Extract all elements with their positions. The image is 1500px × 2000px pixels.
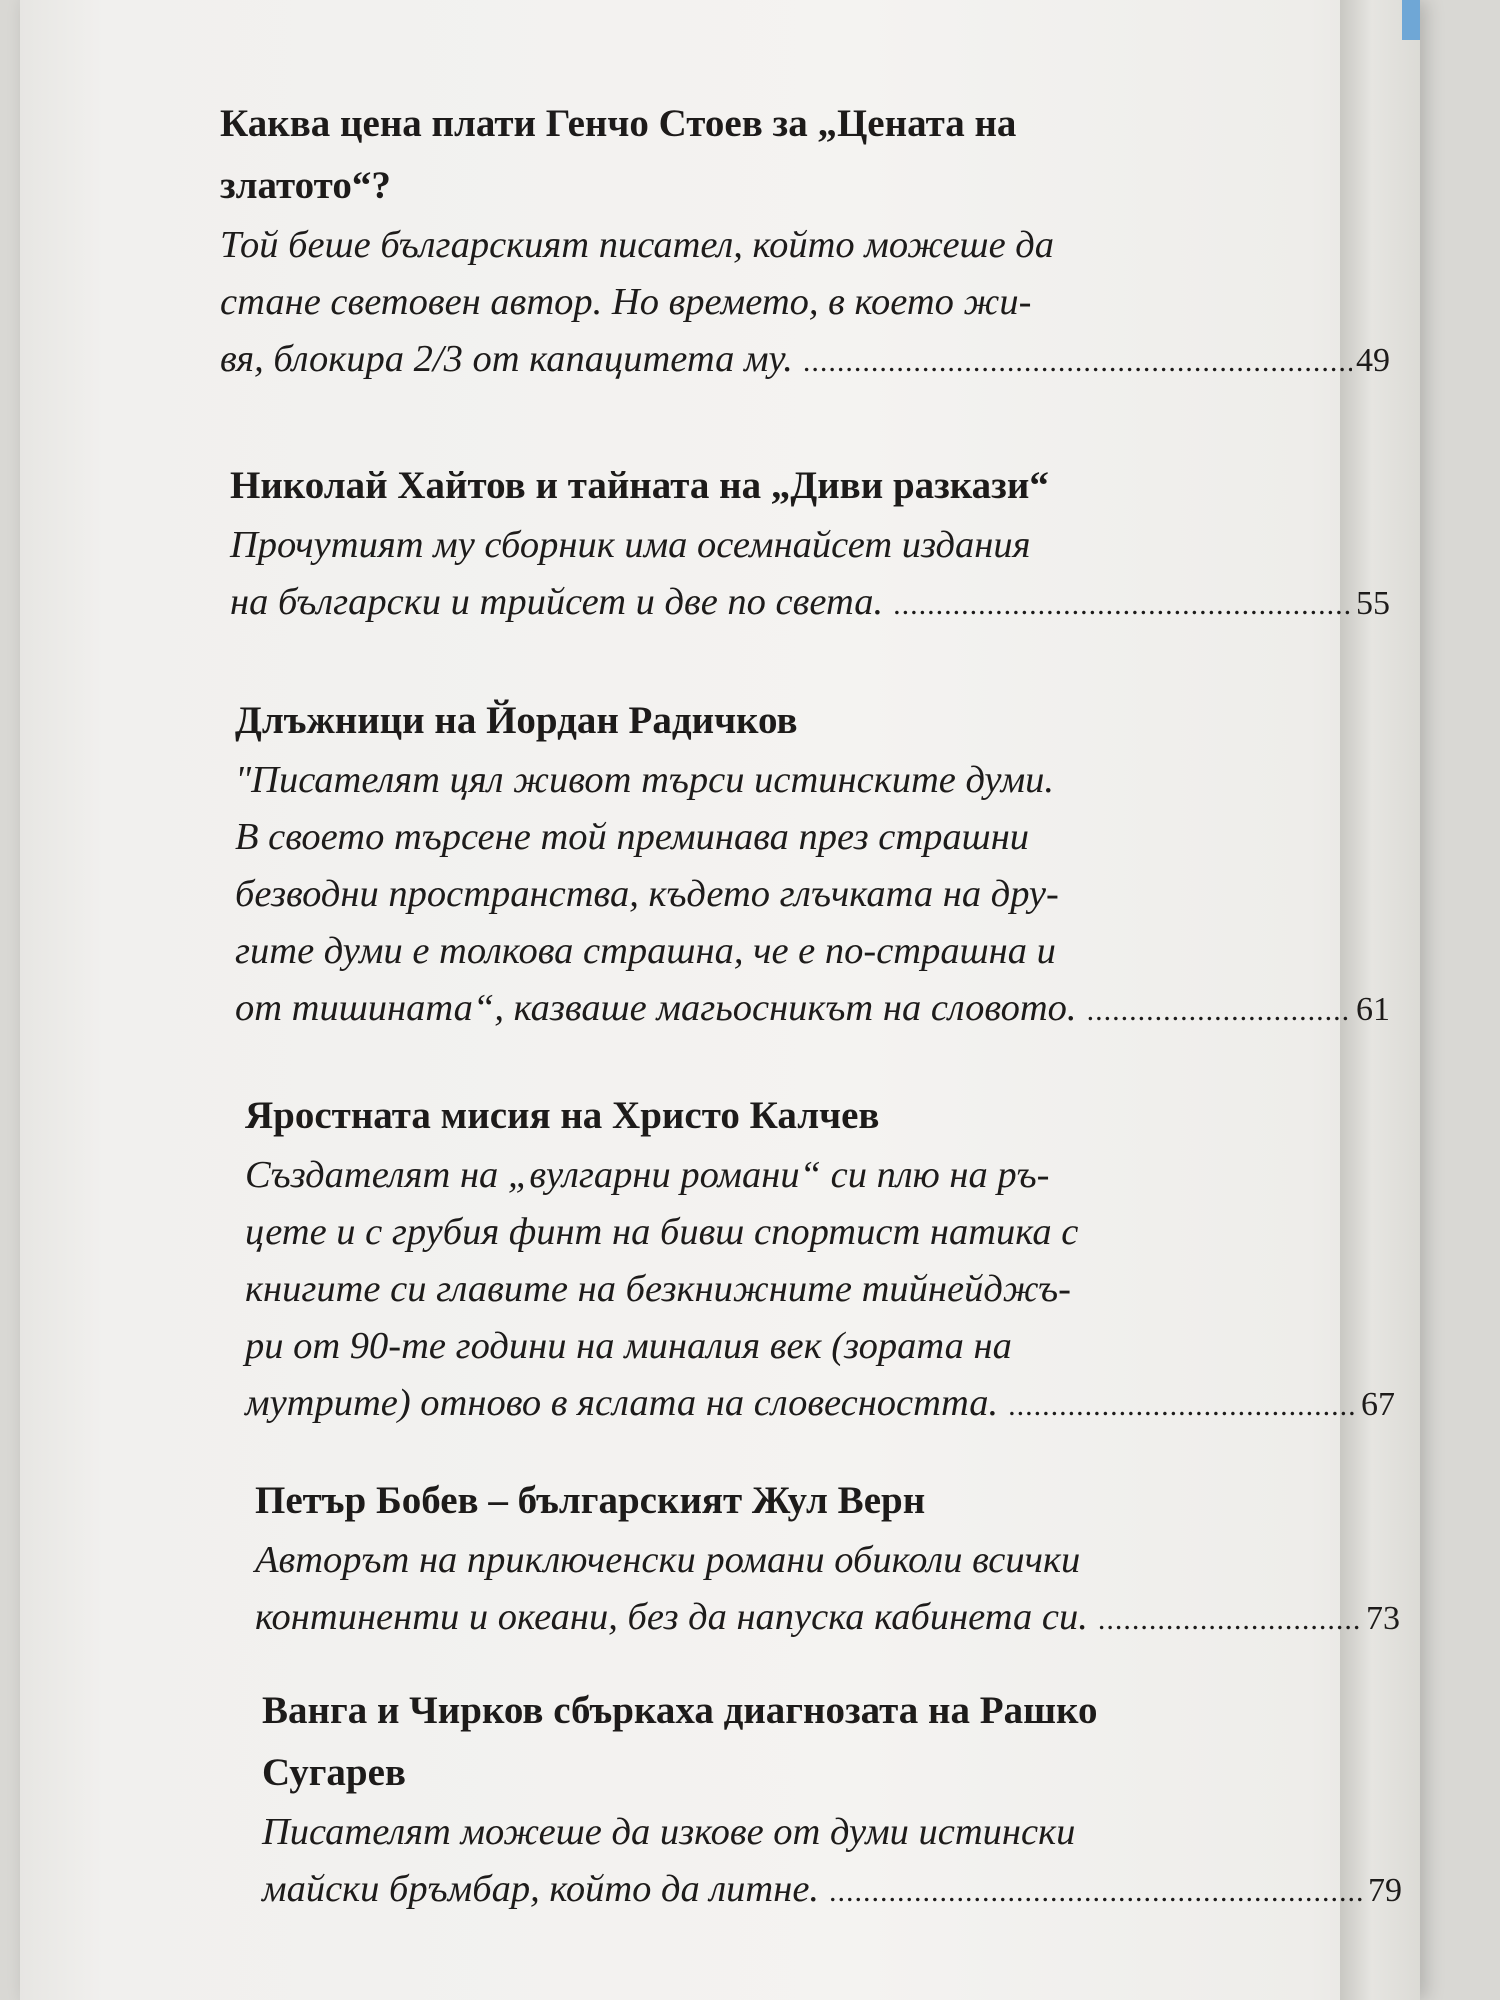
title-line: Каква цена плати Генчо Стоев за „Цената на: [220, 102, 1017, 145]
title-line: Сугарев: [262, 1751, 406, 1794]
desc-line: стане световен автор. Но времето, в което жи-: [220, 281, 1032, 323]
desc-line: Създателят на „вулгарни романи“ си плю на ръ-: [245, 1154, 1050, 1196]
page-number: 55: [1356, 585, 1390, 622]
dot-leader: [1008, 1377, 1357, 1434]
page-number: 73: [1366, 1600, 1400, 1637]
title-line: Николай Хайтов и тайната на „Диви разкази“: [230, 464, 1049, 507]
entry-description: [235, 752, 1390, 1039]
page-number: 79: [1368, 1872, 1402, 1909]
desc-line: гите думи е толкова страшна, че е по-страшна и: [235, 930, 1056, 972]
toc-entry: [245, 1085, 1400, 1434]
entry-title: [255, 1470, 1400, 1532]
title-line: Петър Бобев – българският Жул Верн: [255, 1479, 926, 1522]
title-line: Длъжници на Йордан Радичков: [235, 699, 798, 742]
entry-description: [220, 217, 1390, 390]
desc-line: континенти и океани, без да напуска кабинета си.: [255, 1596, 1088, 1638]
entry-title: [262, 1680, 1400, 1804]
desc-line: мутрите) отново в яслата на словесността.: [245, 1382, 999, 1424]
toc-entry: [230, 455, 1400, 633]
desc-line: "Писателят цял живот търси истинските думи.: [235, 759, 1055, 801]
toc-entry: [220, 93, 1400, 390]
desc-line: безводни пространства, където глъчката на дру-: [235, 873, 1059, 915]
toc-entry: [235, 690, 1400, 1039]
dot-leader: [893, 576, 1352, 633]
desc-line: Прочутият му сборник има осемнайсет издания: [230, 524, 1031, 566]
dot-leader: [803, 333, 1352, 390]
desc-line: майски бръмбар, който да литне.: [262, 1868, 820, 1910]
toc-entry: [255, 1470, 1400, 1648]
desc-line: на български и трийсет и две по света.: [230, 581, 884, 623]
toc-entry: [262, 1680, 1400, 1920]
dot-leader: [1087, 982, 1352, 1039]
entry-title: [220, 93, 1400, 217]
page-number: 67: [1361, 1386, 1395, 1423]
title-line: Ванга и Чирков сбъркаха диагнозата на Рашко: [262, 1689, 1098, 1732]
entry-title: [235, 690, 1400, 752]
title-line: Яростната мисия на Христо Калчев: [245, 1094, 880, 1137]
desc-line: ри от 90-те години на миналия век (зората на: [245, 1325, 1012, 1367]
desc-line: Авторът на приключенски романи обиколи всички: [255, 1539, 1081, 1581]
entry-title: [245, 1085, 1400, 1147]
desc-line: Писателят можеше да изкове от думи истински: [262, 1811, 1076, 1853]
entry-title: [230, 455, 1400, 517]
dot-leader: [1098, 1591, 1362, 1648]
desc-line: В своето търсене той преминава през страшни: [235, 816, 1030, 858]
desc-line: вя, блокира 2/3 от капацитета му.: [220, 338, 793, 380]
desc-line: Той беше българският писател, който можеше да: [220, 224, 1055, 266]
dot-leader: [829, 1863, 1364, 1920]
entry-description: [245, 1147, 1395, 1434]
entry-description: [230, 517, 1390, 633]
desc-line: книгите си главите на безкнижните тийнейджъ-: [245, 1268, 1071, 1310]
desc-line: от тишината“, казваше магьосникът на словото.: [235, 987, 1077, 1029]
desc-line: цете и с грубия финт на бивш спортист натика с: [245, 1211, 1079, 1253]
page-number: 61: [1356, 991, 1390, 1028]
entry-description: [262, 1804, 1402, 1920]
title-line: златото“?: [220, 164, 391, 207]
page-number: 49: [1356, 342, 1390, 379]
entry-description: [255, 1532, 1400, 1648]
